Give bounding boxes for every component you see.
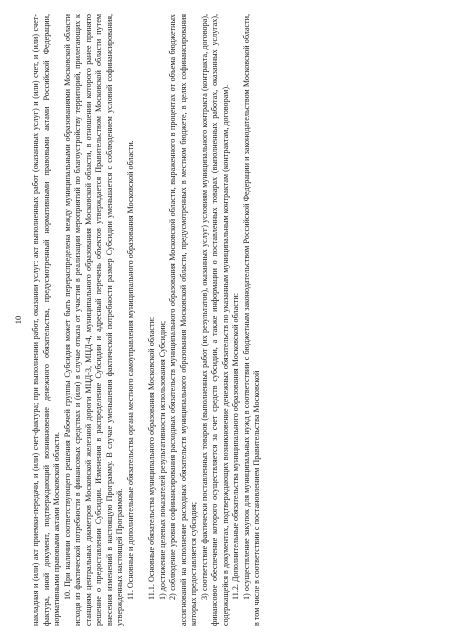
- page-number: 10: [13, 315, 23, 325]
- paragraph-obligation-3: 3) соответствие фактически поставленных товаров (выполненных работ (их результатов), оказанных услуг) условиям муниципального контракта (контракта, договора), финансовое обеспечение которого осуществляется за счет средств субсидии, а также информации о поставленных товарах (выполненных работах, оказанных услугах), содержащейся в документах, подтверждающих возникновение денежных обязательств по указанным муниципальным контрактам (контрактам, договорам).: [199, 14, 230, 626]
- paragraph-item-11-2: 11.2. Дополнительные обязательства муниципального образования Московской области:: [231, 293, 241, 600]
- paragraph-additional-obligation-1: 1) осуществление закупок для муниципальных нужд в соответствии с бюджетным законодательством Российской Федерации и законодательством Московской области, в том числе в соответствии с постановлением Правительства Московской: [241, 14, 262, 626]
- paragraph-obligation-2: 2) соблюдение уровня софинансирования расходных обязательств муниципального образования Московской области, выраженного в процентах от объема бюджетных ассигнований на исполнение расходных обязательств муниципального образования Московской области, предусмотренных в местном бюджете, в целях софинансирования которых предоставляется субсидия;: [168, 14, 199, 626]
- paragraph-item-10: 10. При наличии соответствующего решения Рабочей группы Субсидия может быть перераспределена между муниципальными образованиями Московской области исходя из фактической потребности в финансовых средствах и (или) в случае отказа от участия в реализации мероприятий по благоустройству территорий, прилегающих к станциям центральных диаметров Московской железной дороги МЦД-3, МЦД-4, муниципального образования Московской области, в отношении которого ранее принято решение о предоставлении Субсидии. Изменения в распределение Субсидии и адресный перечень объектов утверждается Правительством Московской области путем внесения изменений в настоящую Программу. В случае уменьшения фактической потребности размер Субсидии уменьшается с соблюдением условий софинансирования, утвержденных настоящей Программой.: [62, 14, 125, 626]
- paragraph-item-11: 11. Основные и дополнительные обязательства органа местного самоуправления муниципального образования Московской области.: [125, 140, 135, 600]
- paragraph-item-11-1: 11.1. Основные обязательства муниципального образования Московской области:: [146, 316, 156, 600]
- document-body: [31, 14, 263, 626]
- paragraph-obligation-1: 1) достижение целевых показателей результативности использования Субсидии;: [157, 320, 167, 600]
- paragraph-documents-list: накладная и (или) акт приемки-передачи, и (или) счет-фактура; при выполнении работ, оказании услуг: акт выполненных работ (оказанных услуг) и (или) счет, и (или) счет-фактура, иной документ, подтверждающий возникновение денежного обязательства, предусмотренный нормативными правовыми актами Российской Федерации, нормативными правовыми актами Московской области.: [31, 14, 62, 626]
- rotated-page-content: [11, 10, 441, 630]
